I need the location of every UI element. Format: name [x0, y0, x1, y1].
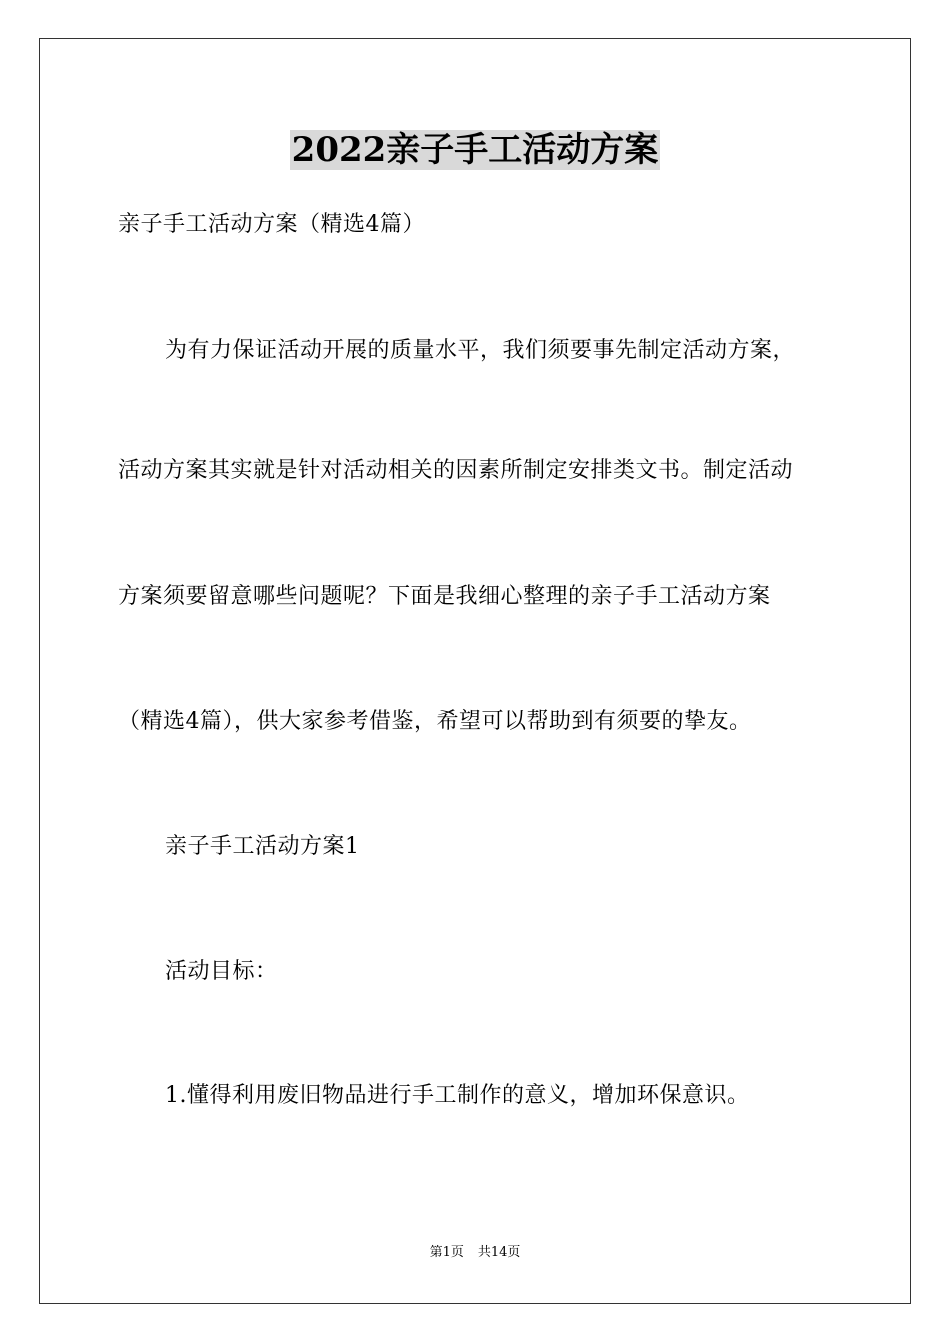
paragraph-line: 活动方案其实就是针对活动相关的因素所制定安排类文书。制定活动 — [118, 458, 794, 483]
document-title-text: 2022亲子手工活动方案 — [291, 130, 659, 170]
paragraph-line: 为有力保证活动开展的质量水平，我们须要事先制定活动方案， — [165, 338, 796, 363]
page-footer — [0, 1244, 950, 1262]
paragraph-line: 方案须要留意哪些问题呢？下面是我细心整理的亲子手工活动方案 — [118, 584, 771, 609]
page-number-current: 第1页 — [429, 1245, 464, 1260]
page-number-total: 共14页 — [477, 1245, 521, 1260]
goal-heading: 活动目标： — [165, 959, 278, 984]
paragraph-line: （精选4篇），供大家参考借鉴，希望可以帮助到有须要的挚友。 — [118, 709, 752, 734]
section-heading: 亲子手工活动方案1 — [165, 834, 360, 859]
document-title — [0, 128, 950, 172]
document-subtitle: 亲子手工活动方案（精选4篇） — [118, 212, 425, 237]
goal-item: 1.懂得利用废旧物品进行手工制作的意义，增加环保意识。 — [165, 1083, 750, 1108]
